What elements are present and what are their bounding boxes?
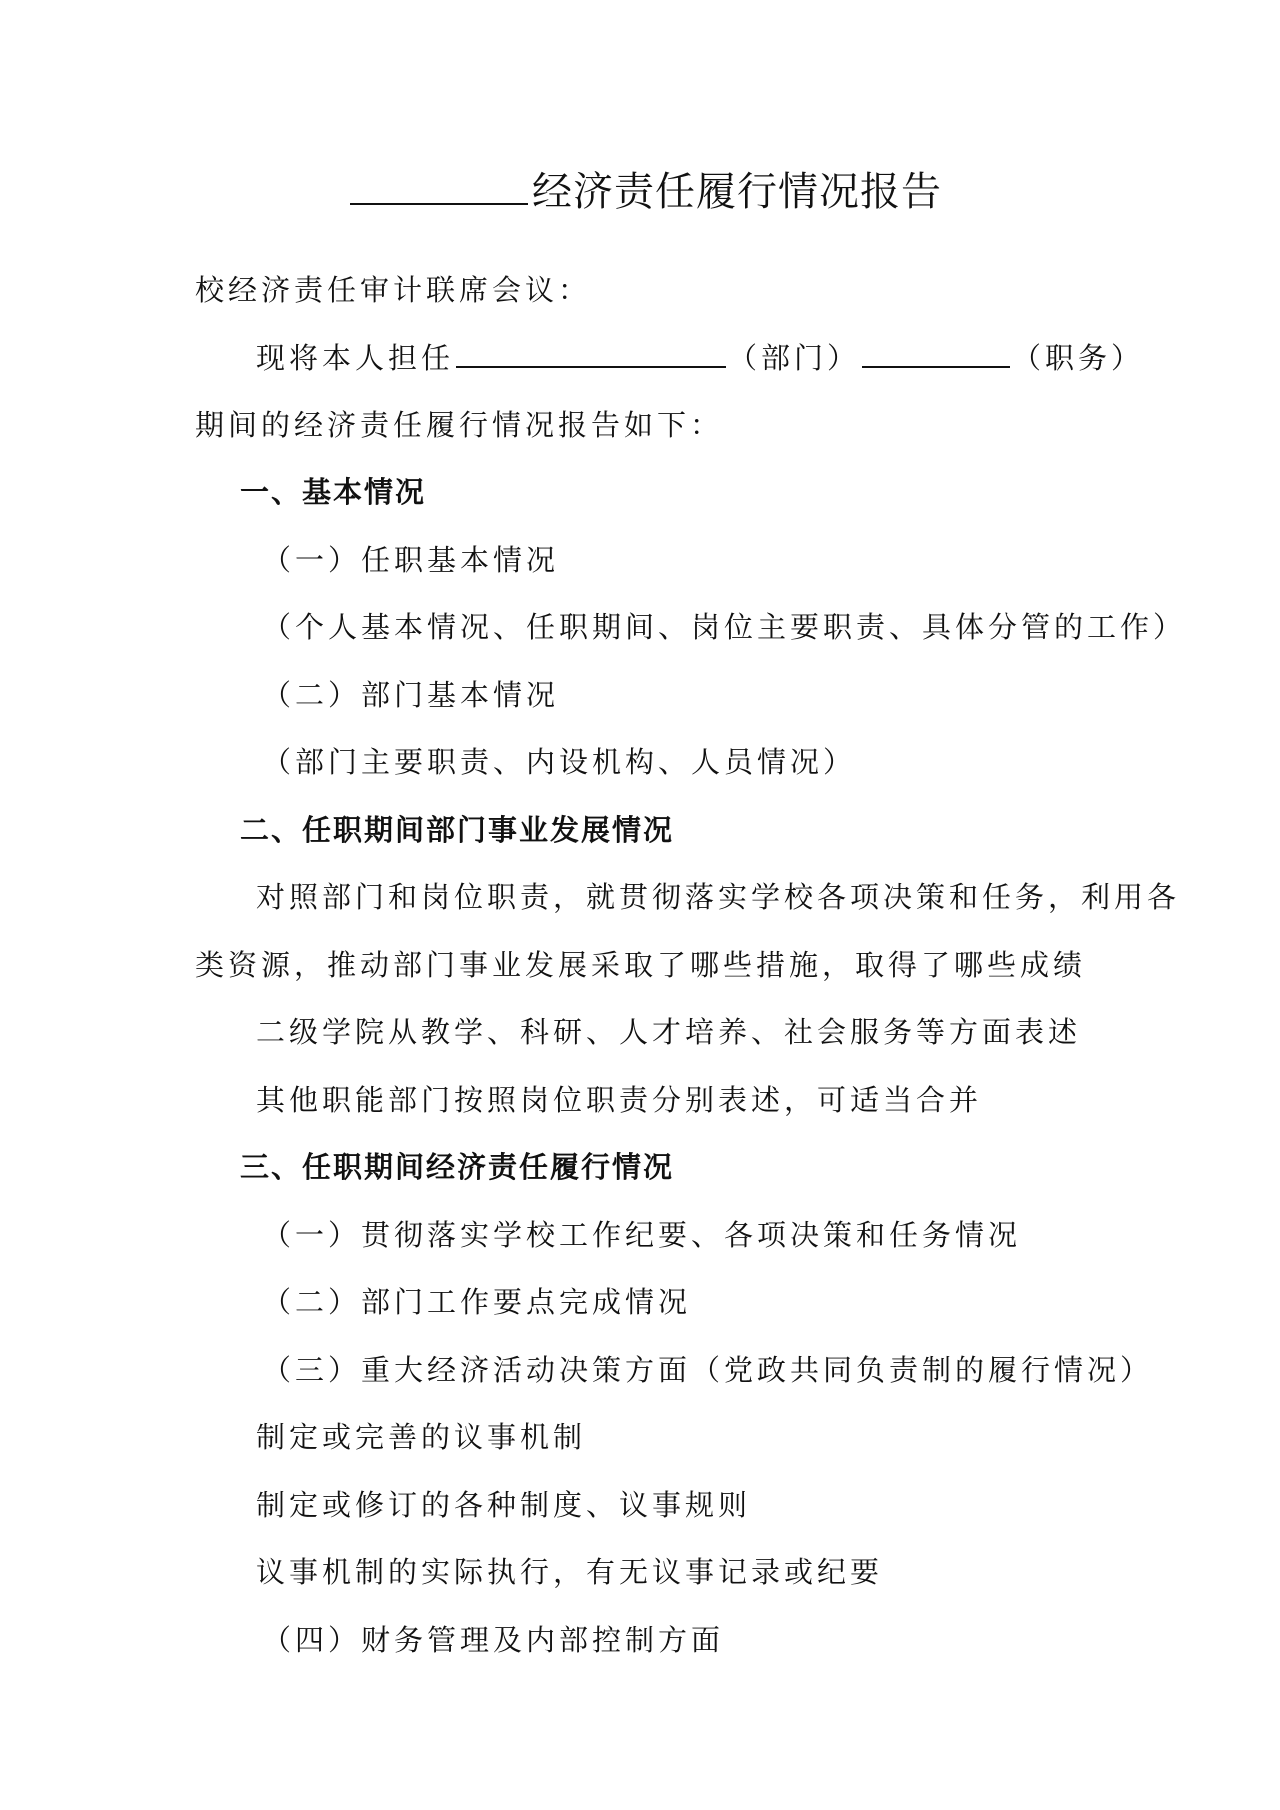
post-label: （职务）	[1012, 341, 1145, 375]
section-1-sub2-note: （部门主要职责、内设机构、人员情况）	[262, 745, 857, 779]
intro-continuation: 期间的经济责任履行情况报告如下：	[195, 408, 724, 442]
section-2-para3: 其他职能部门按照岗位职责分别表述，可适当合并	[256, 1083, 983, 1117]
section-2-heading: 二、任职期间部门事业发展情况	[240, 813, 675, 847]
title-name-blank[interactable]	[350, 202, 528, 205]
section-1-sub2: （二）部门基本情况	[262, 678, 560, 712]
section-1-sub1: （一）任职基本情况	[262, 543, 560, 577]
section-3-item1: 制定或完善的议事机制	[256, 1420, 587, 1454]
section-2-para2: 二级学院从教学、科研、人才培养、社会服务等方面表述	[256, 1015, 1082, 1049]
intro-prefix: 现将本人担任	[256, 341, 455, 375]
section-3-heading: 三、任职期间经济责任履行情况	[240, 1150, 675, 1184]
title-text: 经济责任履行情况报告	[532, 169, 942, 215]
section-3-sub2: （二）部门工作要点完成情况	[262, 1285, 692, 1319]
position-blank[interactable]	[862, 365, 1010, 368]
section-3-sub1: （一）贯彻落实学校工作纪要、各项决策和任务情况	[262, 1218, 1022, 1252]
section-2-para1-line2: 类资源，推动部门事业发展采取了哪些措施，取得了哪些成绩	[195, 948, 1087, 982]
section-3-item3: 议事机制的实际执行，有无议事记录或纪要	[256, 1555, 884, 1589]
intro-line	[256, 338, 1144, 378]
section-1-sub1-note: （个人基本情况、任职期间、岗位主要职责、具体分管的工作）	[262, 610, 1187, 644]
section-3-sub4: （四）财务管理及内部控制方面	[262, 1623, 725, 1657]
section-2-para1-line1: 对照部门和岗位职责，就贯彻落实学校各项决策和任务，利用各	[256, 880, 1181, 914]
section-1-heading: 一、基本情况	[240, 475, 427, 509]
report-title	[350, 168, 942, 216]
salutation: 校经济责任审计联席会议：	[195, 273, 592, 307]
department-blank[interactable]	[456, 365, 726, 368]
section-3-sub3: （三）重大经济活动决策方面（党政共同负责制的履行情况）	[262, 1353, 1154, 1387]
section-3-item2: 制定或修订的各种制度、议事规则	[256, 1488, 752, 1522]
dept-label: （部门）	[728, 341, 861, 375]
